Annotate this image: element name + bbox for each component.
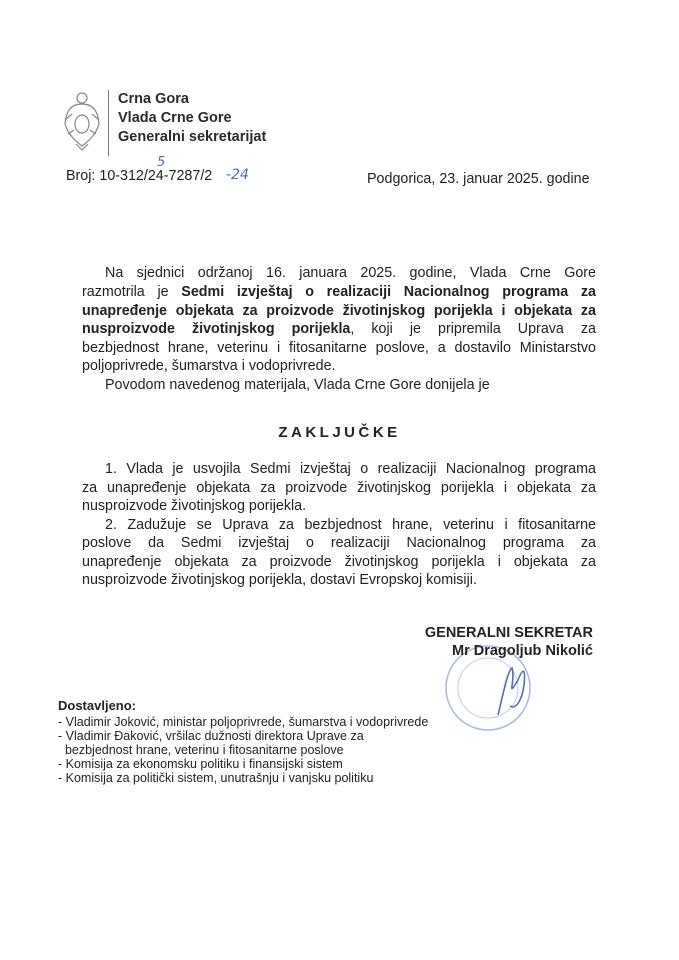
coat-of-arms-emblem bbox=[62, 90, 102, 152]
text-segment: za unapređenje objekata za proizvode životinjskog porijekla i objekata za bbox=[82, 480, 596, 496]
text-line bbox=[82, 534, 596, 552]
distribution-item: - Vladimir Đaković, vršilac dužnosti direktora Uprave za bbox=[58, 729, 364, 743]
bold-text: Sedmi izvještaj o realizaciji Nacionalnog programa za bbox=[181, 284, 596, 300]
text-line bbox=[105, 264, 596, 282]
text-line bbox=[82, 357, 596, 375]
text-segment: nusproizvode životinjskog porijekla. bbox=[82, 498, 307, 514]
header-divider bbox=[108, 90, 109, 156]
text-segment: 1. Vlada je usvojila Sedmi izvještaj o realizaciji Nacionalnog programa bbox=[105, 461, 596, 477]
header-government: Vlada Crne Gore bbox=[118, 110, 232, 126]
text-segment: , koji je pripremila Uprava za bbox=[350, 321, 596, 337]
signatory-name: Mr Dragoljub Nikolić bbox=[452, 643, 593, 659]
text-line bbox=[82, 339, 596, 357]
text-segment: Povodom navedenog materijala, Vlada Crne Gore donijela je bbox=[105, 377, 490, 393]
text-segment: razmotrila je bbox=[82, 284, 182, 300]
distribution-title: Dostavljeno: bbox=[58, 698, 137, 713]
place-date: Podgorica, 23. januar 2025. godine bbox=[367, 171, 590, 187]
text-segment: poljoprivrede, šumarstva i vodoprivrede. bbox=[82, 358, 336, 374]
text-line bbox=[82, 302, 596, 320]
text-segment: 2. Zadužuje se Uprava za bezbjednost hrane, veterinu i fitosanitarne bbox=[105, 517, 596, 533]
text-segment: poslove da Sedmi izvještaj o realizaciji Nacionalnog programa za bbox=[82, 535, 596, 551]
text-line bbox=[105, 460, 596, 478]
bold-text: unapređenje objekata za proizvode životinjskog porijekla i objekata za bbox=[82, 303, 596, 319]
conclusions-title: ZAKLJUČKE bbox=[278, 424, 401, 441]
signatory-title: GENERALNI SEKRETAR bbox=[424, 625, 593, 641]
text-segment: nusproizvode životinjskog porijekla, dostavi Evropskoj komisiji. bbox=[82, 572, 477, 588]
distribution-item: - Vladimir Joković, ministar poljoprivrede, šumarstva i vodoprivrede bbox=[58, 715, 429, 729]
reference-number: Broj: 10-312/24-7287/2 bbox=[66, 168, 213, 184]
text-line bbox=[105, 516, 596, 534]
text-line bbox=[82, 497, 596, 515]
text-line bbox=[82, 283, 596, 301]
text-segment: Na sjednici održanoj 16. januara 2025. godine, Vlada Crne Gore bbox=[105, 265, 596, 281]
text-segment: bezbjednost hrane, veterinu i fitosanitarne poslove, a dostavilo Ministarstvo bbox=[82, 340, 596, 356]
text-line bbox=[105, 376, 596, 394]
text-line bbox=[82, 320, 596, 338]
header-secretariat: Generalni sekretarijat bbox=[118, 129, 267, 145]
text-line bbox=[82, 553, 596, 571]
distribution-item: - Komisija za politički sistem, unutrašnju i vanjsku politiku bbox=[58, 771, 374, 785]
handwritten-suffix: -24 bbox=[226, 167, 249, 183]
text-line bbox=[82, 571, 596, 589]
distribution-item: bezbjednost hrane, veterinu i fitosanitarne poslove bbox=[58, 743, 344, 757]
distribution-item: - Komisija za ekonomsku politiku i finansijski sistem bbox=[58, 757, 343, 771]
text-line bbox=[82, 479, 596, 497]
handwritten-correction: 5 bbox=[157, 155, 166, 170]
header-country: Crna Gora bbox=[118, 91, 189, 107]
bold-text: nusproizvode životinjskog porijekla bbox=[82, 321, 351, 337]
text-segment: unapređenje objekata za proizvode životinjskog porijekla i objekata za bbox=[82, 554, 596, 570]
